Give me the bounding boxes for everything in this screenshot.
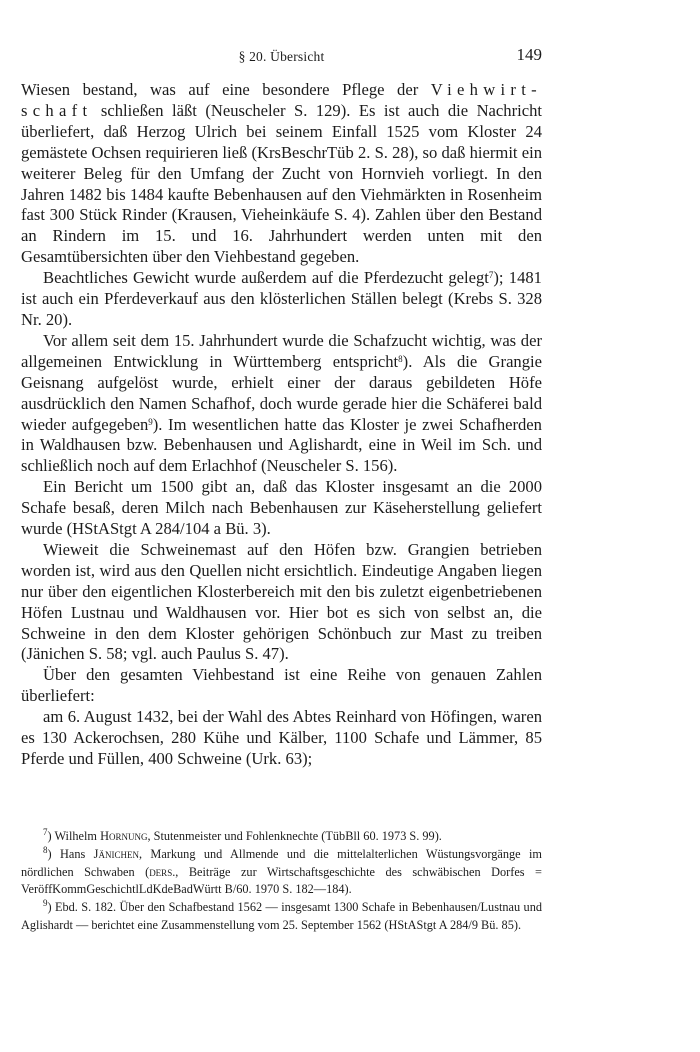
paragraph: am 6. August 1432, bei der Wahl des Abtes Reinhard von Höfingen, waren es 130 Ackerochsen, 280 Kühe und Kälber, 1100 Schafe und Lämmer, 85 Pferde und Füllen, 400 Schweine (Urk. 63);	[21, 707, 542, 768]
footnote-number: 7	[43, 827, 48, 837]
paragraph: Über den gesamten Viehbestand ist eine Reihe von genauen Zahlen überliefert:	[21, 665, 542, 706]
footnote-number: 8	[43, 844, 48, 855]
footnote-ref: 9	[148, 416, 153, 427]
footnote: $^8$) Hans Jänichen, Markung und Allmende und die mittelalterlichen Wüstungsvorgänge im nördlichen Schwaben (ders., Beiträge zur Wirtschaftsgeschichte des schwäbischen Dorfes = VeröffKommGeschichtlLdKdeBadWürtt B/60. 1970 S. 182—184).	[21, 844, 542, 897]
running-header	[21, 44, 542, 68]
author-name: ders.	[149, 864, 176, 879]
paragraph: Wiesen bestand, was auf eine besondere Pflege der Viehwirt- schaft schließen läßt (Neuscheler S. 129). Es ist auch die Nachricht überliefert, daß Herzog Ulrich bei seinem Einfall 1525 vom Kloster 24 gemästete Ochsen requirieren ließ (KrsBeschrTüb 2. S. 28), so daß hiermit ein weiterer Beleg für den Umfang der Zucht von Hornvieh vorliegt. In den Jahren 1482 bis 1484 kaufte Bebenhausen auf den Viehmärkten in Rosenheim fast 300 Stück Rinder (Krausen, Vieheinkäufe S. 4). Zahlen über den Bestand an Rindern im 15. und 16. Jahrhundert werden unten mit den Gesamtübersichten über den Viehbestand gegeben.	[21, 80, 542, 267]
paragraph: Ein Bericht um 1500 gibt an, daß das Kloster insgesamt an die 2000 Schafe besaß, deren Milch nach Bebenhausen zur Käseherstellung geliefert wurde (HStAStgt A 284/104 a Bü. 3).	[21, 477, 542, 539]
main-text	[21, 80, 542, 770]
author-name: Jänichen	[93, 846, 139, 861]
spaced-emphasis: schaft	[21, 100, 93, 120]
paragraph: Vor allem seit dem 15. Jahrhundert wurde die Schafzucht wichtig, was der allgemeinen Entwicklung in Württemberg entspricht$^8$). Als die Grangie Geisnang aufgelöst wurde, erhielt einer der daraus gebildeten Höfe ausdrücklich den Namen Schafhof, doch wurde gerade hier die Schäferei bald wieder aufgegeben$^9$). Im wesentlichen hatte das Kloster je zwei Schafherden in Waldhausen bzw. Bebenhausen und Aglishardt, eine in Weil im Sch. und schließlich noch auf dem Erlachhof (Neuscheler S. 156).	[21, 330, 542, 476]
footnote: $^7$) Wilhelm Hornung, Stutenmeister und Fohlenknechte (TübBll 60. 1973 S. 99).	[43, 827, 442, 843]
section-title: § 20. Übersicht	[238, 49, 325, 64]
paragraph: Beachtliches Gewicht wurde außerdem auf die Pferdezucht gelegt$^7$); 1481 ist auch ein Pferdeverkauf aus den klösterlichen Ställen belegt (Krebs S. 328 Nr. 20).	[21, 268, 542, 329]
paragraph: Wieweit die Schweinemast auf den Höfen bzw. Grangien betrieben worden ist, wird aus den Quellen nicht ersichtlich. Eindeutige Angaben liegen nur über den eigentlichen Klosterbereich mit den bis zuletzt eigenbetriebenen Höfen Lustnau und Waldhausen vor. Hier bot es sich von selbst an, die Schweine in den dem Kloster gehörigen Schönbuch zur Mast zu treiben (Jänichen S. 58; vgl. auch Paulus S. 47).	[21, 539, 542, 664]
footnote-ref: 8	[398, 353, 403, 364]
author-name: Hornung	[100, 829, 148, 843]
footnote-number: 9	[43, 898, 48, 909]
footnote: $^9$) Ebd. S. 182. Über den Schafbestand 1562 — insgesamt 1300 Schafe in Bebenhausen/Lustnau und Aglishardt — berichtet eine Zusammenstellung vom 25. September 1562 (HStAStgt A 284/9 Bü. 85).	[21, 898, 542, 932]
footnotes	[21, 828, 542, 935]
spaced-emphasis: Viehwirt-	[430, 80, 542, 99]
footnote-ref: 7	[488, 270, 494, 281]
page-number: 149	[516, 45, 542, 64]
